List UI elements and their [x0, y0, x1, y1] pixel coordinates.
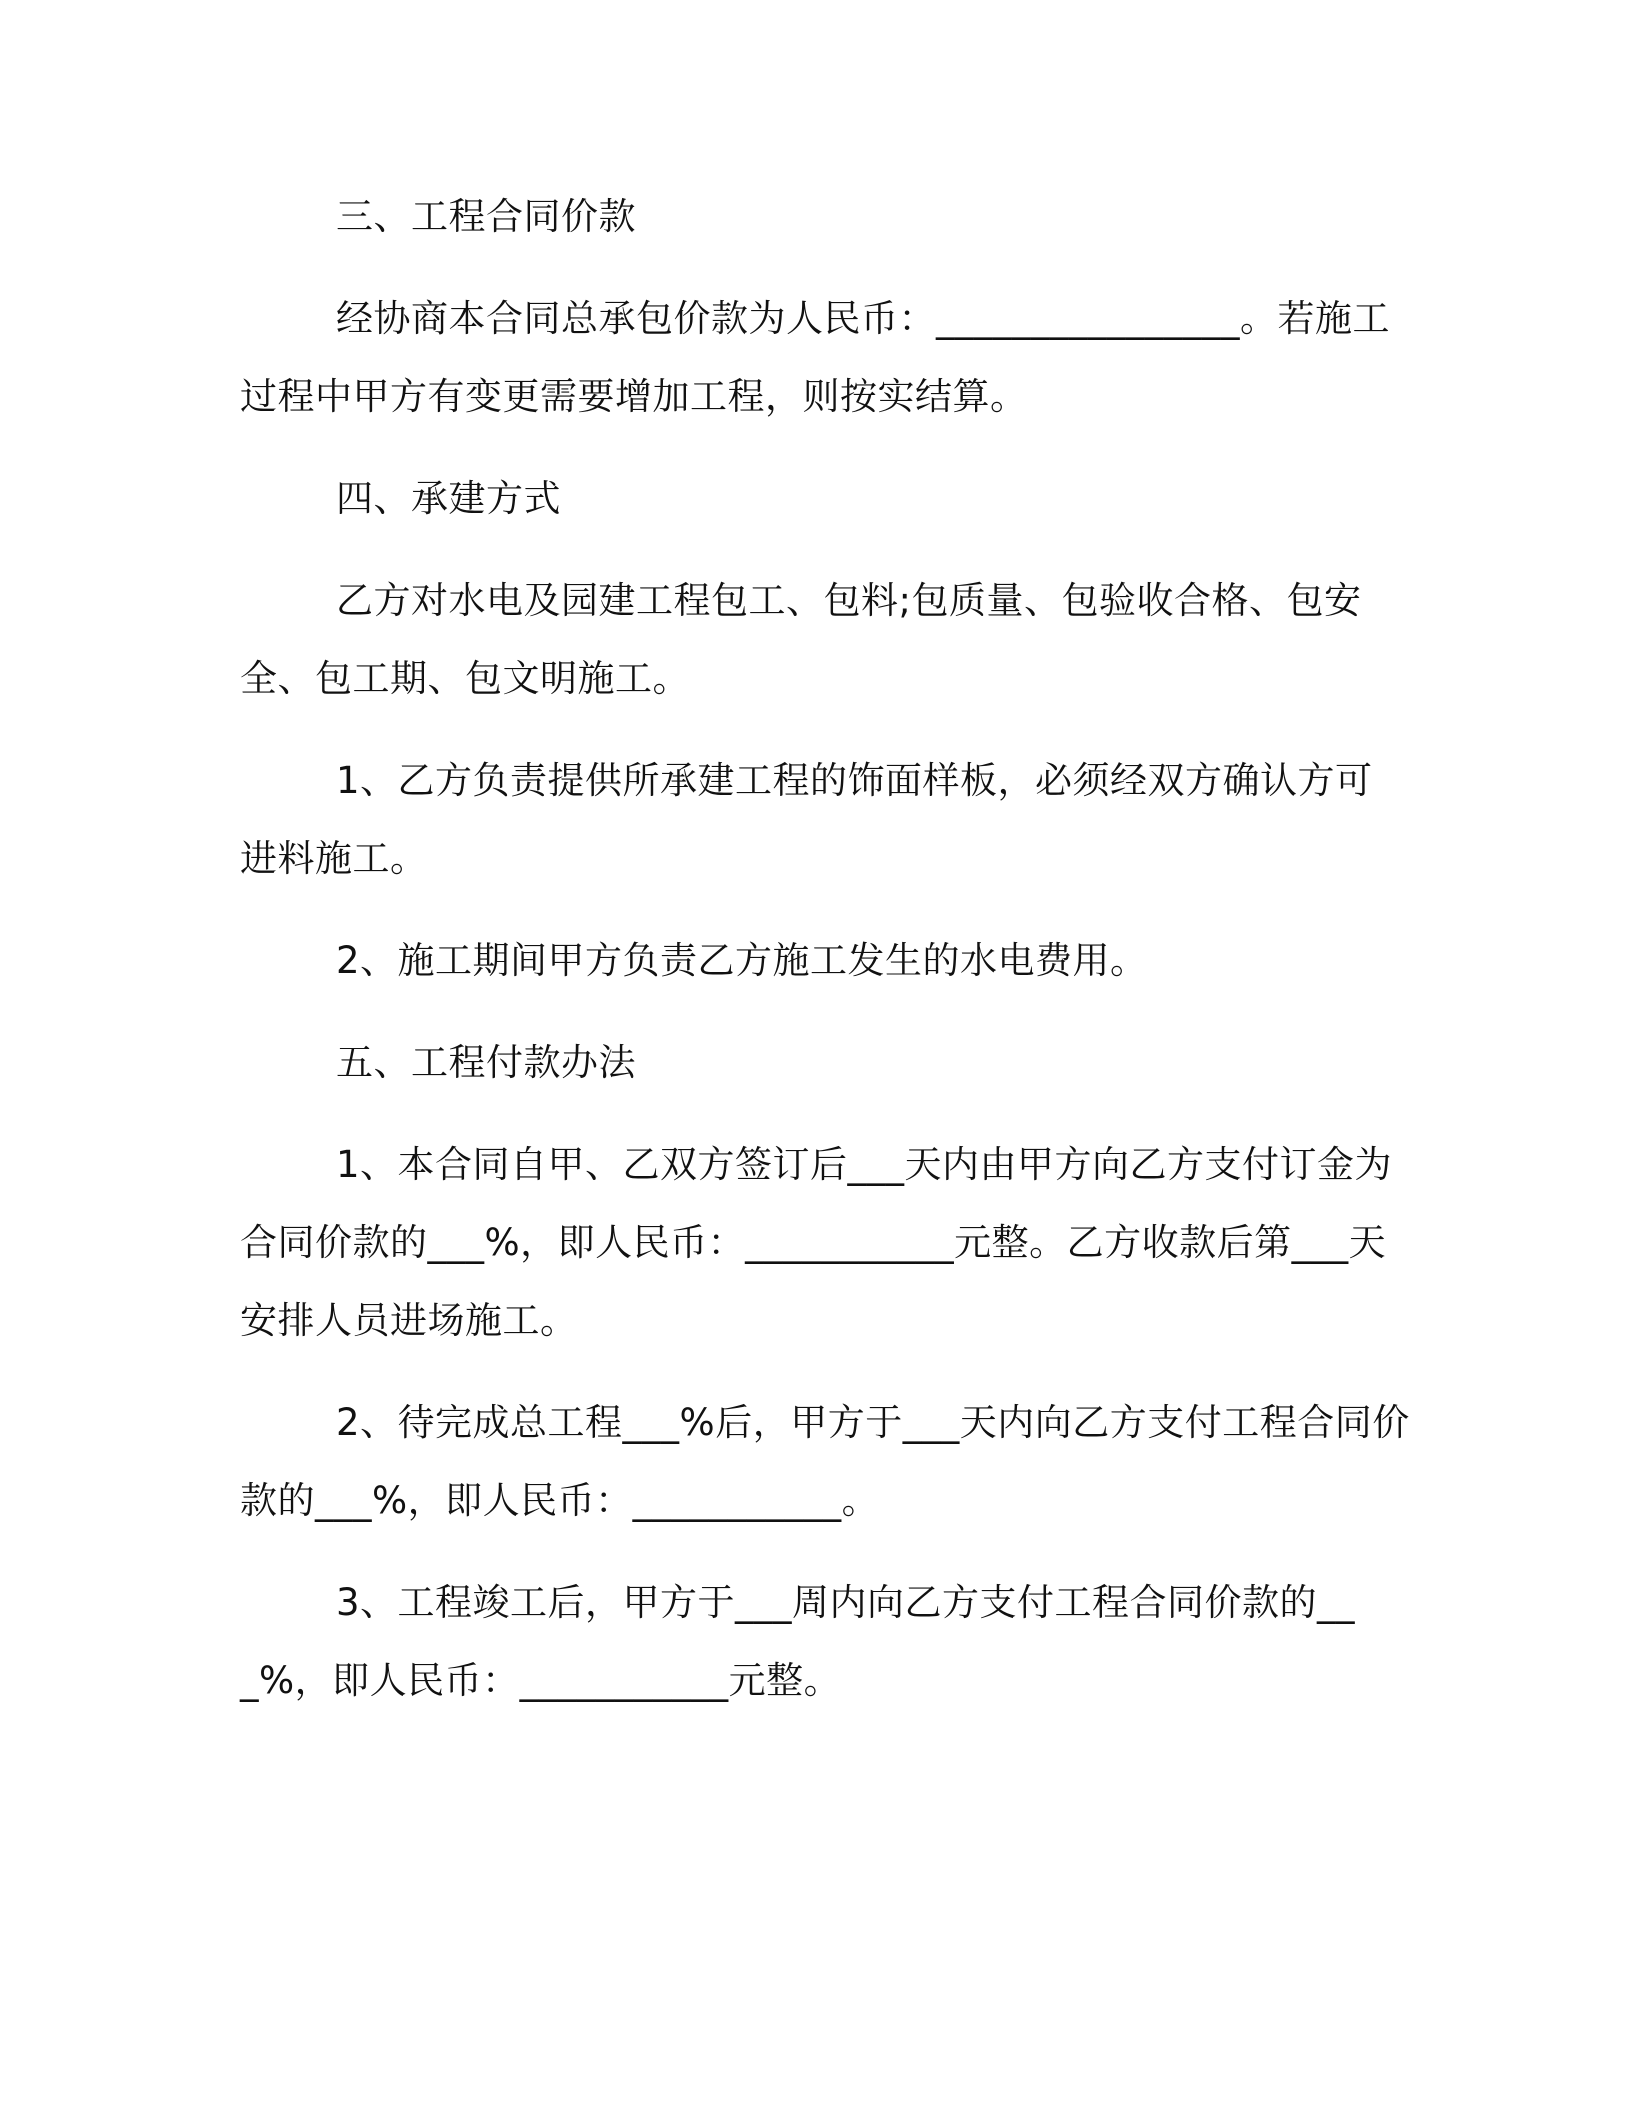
section-heading-payment-method: 五、工程付款办法: [336, 1041, 636, 1084]
paragraph-construction-scope: 乙方对水电及园建工程包工、包料;包质量、包验收合格、包安全、包工期、包文明施工。: [240, 579, 1362, 700]
paragraph-progress-payment: 2、待完成总工程___%后，甲方于___天内向乙方支付工程合同价款的___%，即人民币：___________。: [240, 1401, 1410, 1522]
paragraph-deposit-payment: 1、本合同自甲、乙双方签订后___天内由甲方向乙方支付订金为合同价款的___%，即人民币：___________元整。乙方收款后第___天安排人员进场施工。: [240, 1143, 1393, 1342]
paragraph-total-price: 经协商本合同总承包价款为人民币：________________。若施工过程中甲方有变更需要增加工程，则按实结算。: [240, 297, 1390, 418]
paragraph-final-payment: 3、工程竣工后，甲方于___周内向乙方支付工程合同价款的___%，即人民币：___________元整。: [240, 1581, 1356, 1702]
section-heading-construction-method: 四、承建方式: [336, 477, 561, 520]
paragraph-sample-board: 1、乙方负责提供所承建工程的饰面样板，必须经双方确认方可进料施工。: [240, 759, 1373, 880]
section-heading-contract-price: 三、工程合同价款: [336, 195, 636, 238]
paragraph-utility-fees: 2、施工期间甲方负责乙方施工发生的水电费用。: [336, 939, 1148, 982]
